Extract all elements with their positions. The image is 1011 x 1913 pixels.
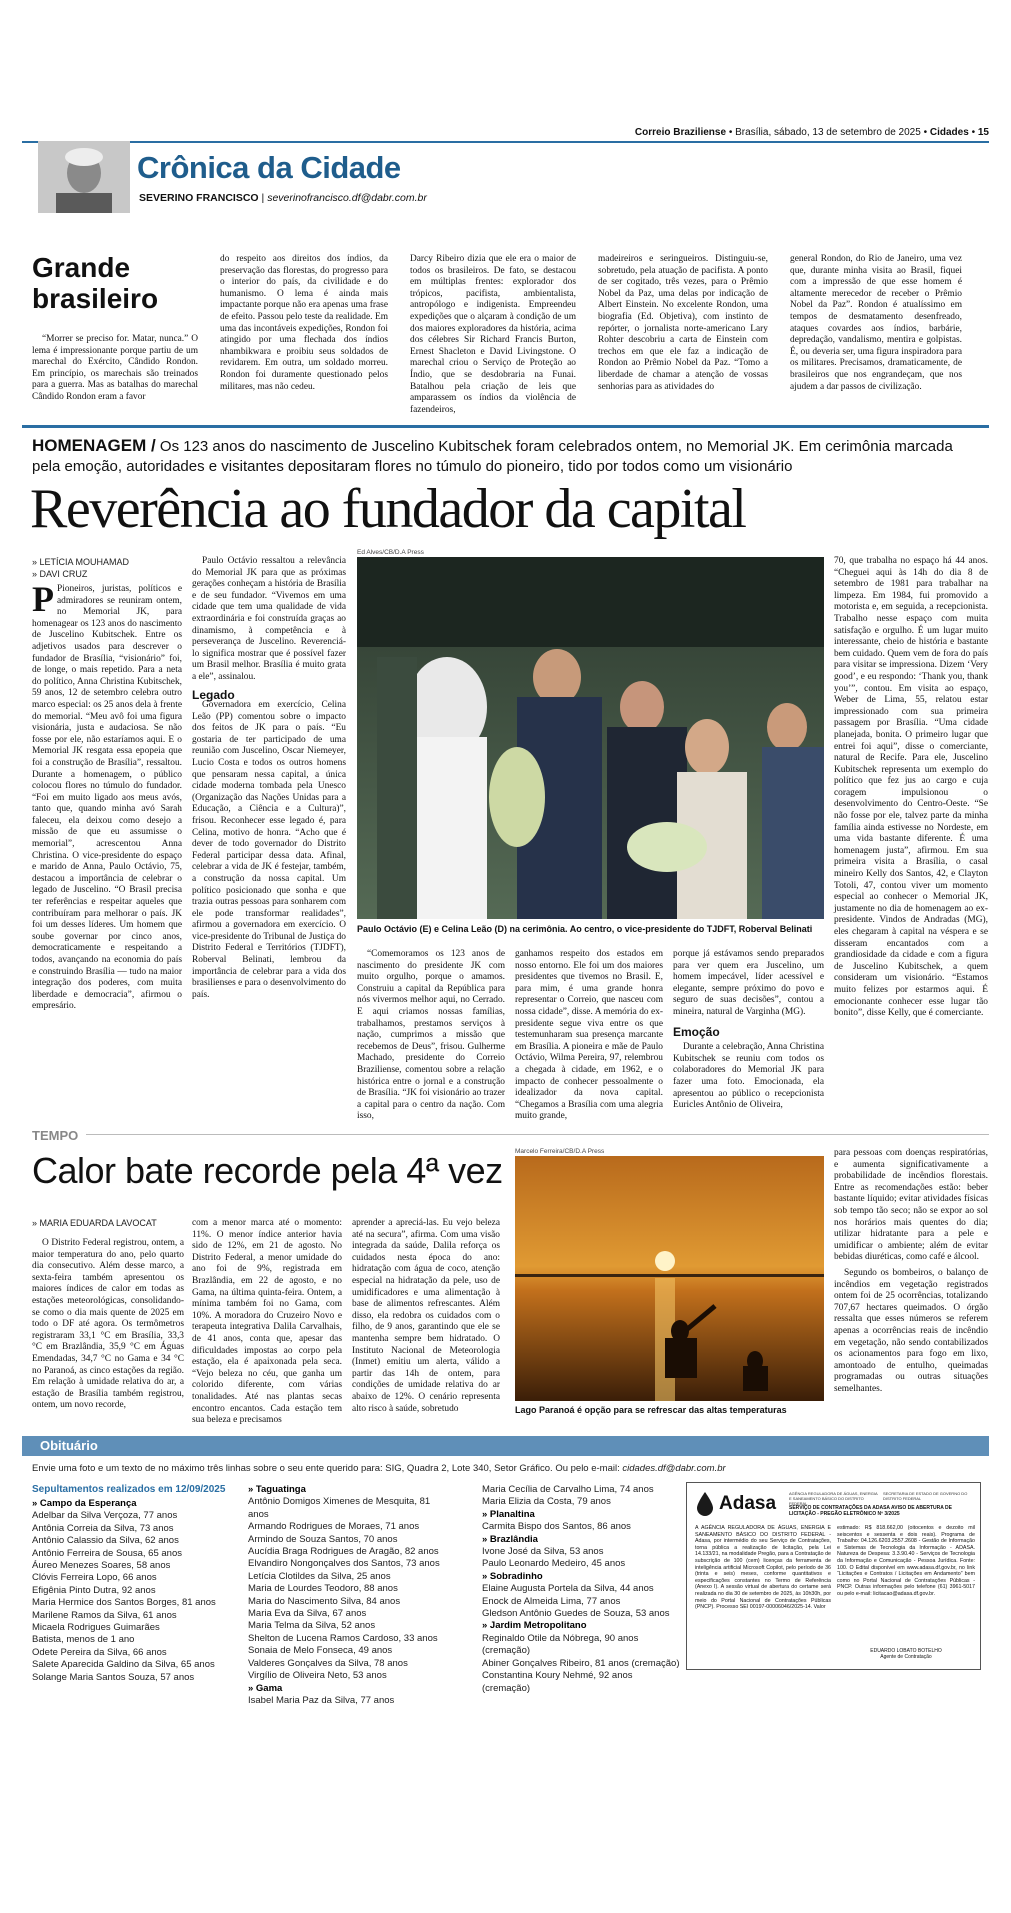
obit-column-3 <box>482 1484 682 1695</box>
obit-column-2 <box>248 1484 448 1707</box>
obit-entry: Marilene Ramos da Silva, 61 anos <box>32 1609 177 1621</box>
adasa-notice <box>686 1482 981 1670</box>
obit-entry: Clóvis Ferreira Lopo, 66 anos <box>32 1572 157 1584</box>
cronica-col-1: “Morrer se preciso for. Matar, nunca.” O lema é impressionante porque partiu de um marechal do Exército, Cândido Rondon. Em princípio, os marechais são treinados para a guerra. Mas as batalhas do marechal Cândido Rondon eram a favor <box>32 334 198 402</box>
homenagem-col-2a: Paulo Octávio ressaltou a relevância do Memorial JK para que as próximas gerações conheçam a história de Brasília e de seu fundador. “Vivemos em uma cidade que tem uma qualidade de vida extraordinária e foi construída graças ao dinamismo, à competência e à perseverança de Juscelino. Reverenciá-lo significa mostrar que é possível fazer um Brasil melhor. Brasília é muito grata a ele”, assinalou. Legado <box>192 556 346 702</box>
obit-entry: Carmita Bispo dos Santos, 86 anos <box>482 1521 631 1533</box>
tempo-photo-credit: Marcelo Ferreira/CB/D.A Press <box>515 1148 605 1155</box>
obit-location: » Campo da Esperança <box>32 1498 137 1509</box>
homenagem-photo-caption: Paulo Octávio (E) e Celina Leão (D) na cerimônia. Ao centro, o vice-presidente do TJDFT, Roberval Belinati <box>357 924 813 934</box>
tempo-section-label: TEMPO <box>32 1128 79 1143</box>
obit-entry: Sonaia de Melo Fonseca, 49 anos <box>248 1645 393 1657</box>
subhead-legado: Legado <box>192 687 235 702</box>
obit-entry: Solange Maria Santos Souza, 57 anos <box>32 1671 195 1683</box>
subhead-emocao: Emoção <box>673 1024 720 1039</box>
obit-entry: Ivone José da Silva, 53 anos <box>482 1546 604 1558</box>
obit-location: » Planaltina <box>482 1508 535 1520</box>
adasa-body-right: estimado: R$ 818.662,00 (oitocentos e dezoito mil seiscentos e sessenta e dois reais). Programa de Trabalho: 04.126.6203.2557.2608 - Gestão de Informação e Sistemas de Tecnologia da Informação - ADASA. Natureza de Despesa: 3.3.90.40 - Serviços de Tecnologia da Informação e Comunicação - Pessoa Jurídica. Fonte: 100. O Edital disponível em www.adasa.df.gov.br, no link “Licitações e Contratos / Licitações em Andamento” bem como no Portal Nacional de Contratações Públicas - PNCP. Outras informações pelo telefone (61) 3961-5017 ou pelo e-mail: licitacao@adasa.df.gov.br. <box>837 1525 975 1597</box>
cronica-separator <box>22 425 989 428</box>
obit-location: » Taguatinga <box>248 1484 306 1495</box>
obit-entry: Maria Cecília de Carvalho Lima, 74 anos <box>482 1484 654 1495</box>
obit-entry: Antônio Domigos Ximenes de Mesquita, 81 anos <box>248 1496 431 1520</box>
homenagem-col-6: 70, que trabalha no espaço há 44 anos. “Cheguei aqui às 14h do dia 8 de setembro de 1981 para trabalhar na limpeza. Em 1984, fui promovido a motorista e, em seguida, a recepcionista. Trabalho nesse espaço com muita satisfação e orgulho. É um lugar muito interessante, cheio de história e bastante bem cuidado. Quem vem de fora do país para visitar se impressiona. Dizem ‘Very good’, e eu respondo: ‘Thank you, thank you’”, contou. Em visita ao espaço, Weber de Lima, 55, relatou estar impressionado com sua primeira passagem por Brasília. “Uma cidade planejada, bonita. O primeiro lugar que entrei foi aqui”, disse o comerciante, natural de Recife. Para ele, Juscelino Kubitschek representa um exemplo do político que fez jus ao cargo e cuja coragem impulsionou o desenvolvimento do Centro-Oeste. “Se não fosse por ele, talvez parte da minha família ainda estivesse no Nordeste, em uma vida bastante diferente. É uma homenagem justa”, afirmou. Em sua primeira visita a Brasília, o casal mineiro Kelly dos Santos, 42, e Clayton Totoli, 47, contou viver um momento especial ao conhecer o Memorial JK, justamente no dia de homenagem ao ex-presidente. Vindos de Andradas (MG), eles chegaram à capital na véspera e se disseram encantados com a grandiosidade da cidade e com a figura de Juscelino Kubitschek, a quem consideram um visionário. “Estamos muito felizes por estarmos aqui. É emocionante conhecer esse lugar tão bonito”, disse Kelly, que é comerciante. <box>834 556 988 1019</box>
obit-entry: Salete Aparecida Galdino da Silva, 65 anos <box>32 1659 215 1671</box>
obit-column-1 <box>32 1498 227 1684</box>
homenagem-deck <box>32 436 967 477</box>
homenagem-photo-credit: Ed Alves/CB/D.A Press <box>357 549 424 556</box>
obit-entry: Batista, menos de 1 ano <box>32 1634 135 1646</box>
obit-entry: Efigênia Pinto Dutra, 92 anos <box>32 1584 156 1596</box>
obit-entry: Maria Eva da Silva, 67 anos <box>248 1608 367 1620</box>
adasa-signature: EDUARDO LOBATO BOTELHO Agente de Contratação <box>870 1648 942 1660</box>
homenagem-col-1: P Pioneiros, juristas, políticos e admiradores se reuniram ontem, no Memorial JK, para homenagear os 123 anos do nascimento de Juscelino Kubitschek. Entre os adjetivos usados para descrever o fundador de Brasília, “visionário” foi, de longe, o mais repetido. Para a neta do político, Anna Christina Kubitschek, 59 anos, 12 de setembro celebra outro marco especial: os 25 anos dela à frente do memorial. “Meu avô foi uma figura visionária, justa e audaciosa. Se não fosse por ele, não estaríamos aqui. E o Memorial JK resgata essa epopeia que foi a construção de Brasília”, ressaltou. Durante a homenagem, o público colocou flores no túmulo do fundador. “Foi em muito ligado aos meus avós, tanto que, quando minha avó Sarah faleceu, ela deixou como desejo a missão de que eu assumisse o memorial”, acrescentou Anna Christina. O vice-presidente do espaço e marido de Anna, Paulo Octávio, 75, destacou a importância de celebrar o legado de Juscelino. “O Brasil precisa ter referências e respeitar aqueles que contribuíram para melhorar o país. JK foi um desses líderes. Um homem que soube governar por cinco anos, democraticamente e respeitando a todos, avançando na economia do país e construindo Brasília — tudo na maior integração dos poderes, com muita liberdade e democracia”, afirmou o empresário. <box>32 579 182 1012</box>
tempo-col-2: com a menor marca até o momento: 11%. O menor índice anterior havia sido de 12%, em 21 de agosto. No Distrito Federal, a menor umidade do ano foi de 9%, registrada em Brazlândia, em 22 de agosto, e no Gama, na última quinta-feira. Ontem, a mínima também foi no Gama, com 10%. A moradora do Cruzeiro Novo e terapeuta integrativa Dalila Carvalhais, de 41 anos, conta que, apesar das dificuldades impostas ao corpo pela estação, ela é apaixonada pela seca. “Vejo beleza no céu, que ganha um colorido diferente, com várias tonalidades. Até nas plantas secas encontro encantos. Cada estação tem sua beleza e precisamos <box>192 1218 342 1426</box>
obit-entry: Armando Rodrigues de Moraes, 71 anos <box>248 1521 420 1533</box>
obituario-bar <box>22 1436 989 1456</box>
obit-entry: Maria do Nascimento Silva, 84 anos <box>248 1595 401 1607</box>
adasa-header-right: SECRETARIA DE ESTADO DE GOVERNO DO DISTRITO FEDERAL <box>883 1491 968 1501</box>
tempo-col-3: aprender a apreciá-las. Eu vejo beleza até na secura”, afirma. Com uma visão integrada da saúde, Dalila reforça os cuidados nesta época do ano: hidratação com água de coco, atenção especial na hidratação da pele, uso de umidificadores e uma alimentação à base de alimentos refrescantes. Além disso, ela redobra os cuidados com o filho, de 9 anos, garantindo que ele se mantenha sempre bem hidratado. O Instituto Nacional de Meteorologia (Inmet) emitiu um alerta, válido a partir das 14h de ontem, para condições de umidade relativa do ar abaixo de 12%. O cenário representa alto risco à saúde, sobretudo <box>352 1218 500 1414</box>
cronica-col-5: general Rondon, do Rio de Janeiro, uma vez que, durante minha visita ao Brasil, fiquei com a impressão de que esse homem é altamente merecedor de receber o Prêmio Nobel da Paz”. Rondon é atualíssimo em tempos de desmatamento desenfreado, ataques covardes aos índios, barbárie, depredação, vandalismo, mentira e golpistas. É, ou deveria ser, uma figura inspiradora para os militares. Precisamos, dramaticamente, de brasileiros que nos engrandeçam, que nos ajudem a dar passos de civilização. <box>790 254 962 392</box>
obit-entry: Micaela Rodrigues Guimarães <box>32 1622 160 1634</box>
obit-entry: Áureo Menezes Soares, 58 anos <box>32 1560 171 1572</box>
obit-entry: Adelbar da Silva Verçoza, 77 anos <box>32 1510 178 1522</box>
obit-entry: Valderes Gonçalves da Silva, 78 anos <box>248 1657 408 1669</box>
obituario-title: Obituário <box>40 1438 98 1453</box>
cronica-title: Grande brasileiro <box>32 252 159 314</box>
section-name: Cidades <box>929 127 969 138</box>
obit-entry: Isabel Maria Paz da Silva, 77 anos <box>248 1694 395 1706</box>
obituario-email[interactable]: cidades.df@dabr.com.br <box>622 1463 726 1474</box>
obit-entry: Enock de Almeida Lima, 77 anos <box>482 1595 621 1607</box>
obit-entry: Antônio Ferreira de Sousa, 65 anos <box>32 1547 182 1559</box>
obit-entry: Shelton de Lucena Ramos Cardoso, 33 anos <box>248 1632 438 1644</box>
homenagem-col-2b: Governadora em exercício, Celina Leão (PP) comentou sobre o impacto dos feitos de JK para o país. “Eu gostaria de ter participado de uma reunião com Juscelino, Oscar Niemeyer, Lucio Costa e todos os outros homens que pensaram nessa capital, a única cidade moderna tombada pela Unesco (Organização das Nações Unidas para a Educação, a Ciência e a Cultura)”, frisou. Reconhecer esse legado é, para Celina, motivo de honra. “Acho que é dever de todo governador do Distrito Federal participar dessa data. Afinal, celebrar a vida de JK é festejar, também, a construção da nossa capital. Um político posicionado que sonha e que trazia outras pessoas para sonharem com ele pode transformar realidades”, afirmou a governadora em exercício. O vice-presidente do Tribunal de Justiça do Distrito Federal e Territórios (TJDFT), Roberval Belinati, lembrou da importância de celebrar para a vida dos brasilienses e para o desenvolvimento do país. <box>192 700 346 1000</box>
obit-entry: Paulo Leonardo Medeiro, 45 anos <box>482 1558 626 1570</box>
cronica-col-3: Darcy Ribeiro dizia que ele era o maior de todos os brasileiros. De fato, se destacou em múltiplas frentes: explorador dos trópicos, pacifista, ambientalista, antropólogo e indigenista. Empreendeu expedições que o alçaram à condição de um dos maiores exploradores da história, acima dos célebres Sir Richard Francis Burton, Ernest Shacleton e David Livingstone. O marechal criou o Serviço de Proteção ao Índio, que se desdobraria na Funai. Batalhou pela criação de leis que amparassem os índios da violência de fazendeiros, <box>410 254 576 415</box>
columnist-line: SEVERINO FRANCISCO | severinofrancisco.df@dabr.com.br <box>139 192 427 204</box>
columnist-email[interactable]: severinofrancisco.df@dabr.com.br <box>267 192 427 204</box>
author-leticia: » LETÍCIA MOUHAMAD <box>32 557 130 567</box>
homenagem-byline <box>32 556 129 580</box>
tempo-byline: » MARIA EDUARDA LAVOCAT <box>32 1218 157 1228</box>
cronica-col-2: do respeito aos direitos dos índios, da preservação das florestas, do progresso para o interior do país, da civilidade e do humanismo. O lema é ainda mais impactante porque não era apenas uma frase de efeito. Passou pelo teste da realidade. Em uma das incontáveis expedições, Rondon foi atingido por uma flechada dos índios nhambikwara e proibiu seus soldados de revidarem. Em outra, um soldado morreu. Rondon foi duramente questionado pelos militares, mas não cedeu. <box>220 254 388 392</box>
homenagem-col-3: “Comemoramos os 123 anos de nascimento do presidente JK com muito orgulho, porque o amamos. Construiu a capital da República para nós vivermos melhor aqui, no Cerrado. E aqui criamos nossas famílias, trabalhamos, prestamos serviços à nação, cumprimos a missão que recebemos de Deus”, frisou. Gulherme Machado, presidente do Correio Braziliense, comentou sobre a relação histórica entre o jornal e a construção de Brasília. “JK foi visionário ao trazer a capital para o centro da nação. Com isso, <box>357 949 505 1122</box>
obit-entry: Antônia Correia da Silva, 73 anos <box>32 1522 174 1534</box>
dropcap: P <box>32 579 54 619</box>
columnist-name: SEVERINO FRANCISCO <box>139 192 259 204</box>
homenagem-col-4: ganhamos respeito dos estados em nosso entorno. Ele foi um dos maiores presidentes que tivemos no Brasil. E, para mim, é uma grande honra representar o Correio, que nasceu com nossa cidade”, disse. A memória do ex-presidente segue viva entre os que testemunharam sua presença marcante em Brasília. A pioneira e mãe de Paulo Octávio, Wilma Pereira, 97, relembrou a chegada à cidade, em 1962, e o impacto de conhecer pessoalmente o idealizador da nova capital. “Chegamos a Brasília com uma alegria muito grande, <box>515 949 663 1122</box>
homenagem-photo <box>357 557 824 919</box>
obit-entry: Gledson Antônio Guedes de Souza, 53 anos <box>482 1608 670 1620</box>
water-drop-icon <box>695 1491 715 1517</box>
obit-entry: Odete Pereira da Silva, 66 anos <box>32 1646 167 1658</box>
obit-entry: Maria Elizia da Costa, 79 anos <box>482 1496 611 1508</box>
location-date: Brasília, sábado, 13 de setembro de 2025 <box>735 127 921 138</box>
tempo-photo-caption: Lago Paranoá é opção para se refrescar das altas temperaturas <box>515 1405 787 1415</box>
page-number: 15 <box>977 127 989 138</box>
obit-entry: Virgílio de Oliveira Neto, 53 anos <box>248 1670 387 1682</box>
obit-entry: Elaine Augusta Portela da Silva, 44 anos <box>482 1583 654 1595</box>
lake-sunset-photo-icon <box>515 1156 824 1401</box>
obituario-date-heading: Sepultamentos realizados em 12/09/2025 <box>32 1484 226 1495</box>
tempo-headline: Calor bate recorde pela 4ª vez <box>32 1150 503 1191</box>
obit-location: » Sobradinho <box>482 1570 543 1582</box>
obit-entry: Letícia Clotildes da Silva, 25 anos <box>248 1570 391 1582</box>
adasa-brand: Adasa <box>719 1493 777 1514</box>
newspaper-name: Correio Braziliense <box>634 127 727 138</box>
obit-location: » Brazlândia <box>482 1533 538 1545</box>
obit-entry: Abiner Gonçalves Ribeiro, 81 anos (cremação) <box>482 1657 680 1669</box>
obit-entry: Maria Telma da Silva, 52 anos <box>248 1620 376 1632</box>
ceremony-photo-icon <box>357 557 824 919</box>
obituario-instructions: Envie uma foto e um texto de no máximo três linhas sobre o seu ente querido para: SIG, Quadra 2, Lote 340, Setor Gráfico. Ou pelo e-mail: cidades.df@dabr.com.br <box>32 1463 726 1474</box>
adasa-body-left: A AGÊNCIA REGULADORA DE ÁGUAS, ENERGIA E SANEAMENTO BÁSICO DO DISTRITO FEDERAL - Adasa, por intermédio do seu Serviço de Contratações, torna pública a realização de licitação, pela Lei 14.133/21, na modalidade Pregão, para a Contratação de subscrição de 100 (cem) licenças da ferramenta de inteligência artificial Microsoft Copilot, pelo período de 36 (trinta e seis) meses, conforme quantitativos e especificações constantes no Termo de Referência (Anexo I). A sessão virtual de abertura do certame será realizada no dia 30 de setembro de 2025, às 10h30h, por meio do Portal Nacional de Contratações Públicas (PNCP). Processo SEI 00197-00006046/2025-14. Valor <box>695 1525 831 1611</box>
obit-entry: Antônio Calassio da Silva, 62 anos <box>32 1535 179 1547</box>
obit-location: » Jardim Metropolitano <box>482 1620 587 1632</box>
obit-entry: Maria de Lourdes Teodoro, 88 anos <box>248 1583 398 1595</box>
obit-entry: Aucídia Braga Rodrigues de Aragão, 82 anos <box>248 1546 439 1558</box>
cronica-col-4: madeireiros e seringueiros. Distinguiu-se, sobretudo, pela atuação de pacifista. A ponto de ser cogitado, três vezes, para o Prêmio Nobel da Paz, uma delas por indicação de Albert Einstein. No excelente Rondon, uma biografia (Ed. Objetiva), com instinto de repórter, o jornalista norte-americano Lary Rohter descobriu a carta de Einstein com trechos em que ele faz a indicação de Rondon ao Prêmio Nobel da Paz. “Tomo a liberdade de chamar a atenção de vossas senhorias para as atividades do <box>598 254 768 392</box>
adasa-notice-title: SERVIÇO DE CONTRATAÇÕES DA ADASA AVISO DE ABERTURA DE LICITAÇÃO - PREGÃO ELETRÔNICO Nº 3/2025 <box>789 1505 952 1517</box>
tempo-rule <box>86 1134 989 1135</box>
tempo-photo <box>515 1156 824 1401</box>
obit-location: » Gama <box>248 1682 283 1694</box>
adasa-logo <box>695 1491 785 1519</box>
obit-entry: Reginaldo Otile da Nóbrega, 90 anos (cremação) <box>482 1632 639 1657</box>
columnist-portrait-icon <box>38 141 130 213</box>
tempo-col-1: O Distrito Federal registrou, ontem, a maior temperatura do ano, pelo quarto dia consecutivo. Além desse marco, a sexta-feira também apresentou os maiores índices de calor em todas as estações meteorológicas, consolidando-se como o dia mais quente de 2025 em todo o DF até agora. Os termômetros registraram 33,1 °C em Brasília, 33,3 °C em Brazlândia, 35,9 °C em Águas Emendadas, 34,7 °C no Gama e 34 °C no Paranoá, as cinco estações da região. Em relação à umidade relativa do ar, a estação de Brasília também registrou, ontem, um novo recorde, <box>32 1238 184 1411</box>
column-title: Crônica da Cidade <box>137 150 401 185</box>
page-folio: Correio Braziliense • Brasília, sábado, 13 de setembro de 2025 • Cidades • 15 <box>634 127 989 138</box>
obit-entry: Armindo de Souza Santos, 70 anos <box>248 1533 398 1545</box>
homenagem-headline: Reverência ao fundador da capital <box>30 478 746 540</box>
homenagem-deck-text: Os 123 anos do nascimento de Juscelino Kubitschek foram celebrados ontem, no Memorial JK. Em cerimônia marcada pela emoção, autoridades e visitantes depositaram flores no túmulo do pioneiro, tido por todos como um visionário <box>32 438 953 475</box>
obit-entry: Maria Hermice dos Santos Borges, 81 anos <box>32 1597 216 1609</box>
homenagem-col-5a: porque já estávamos sendo preparados para ver quem era Juscelino, um homem impecável, líder acessível e elegante, sempre próximo do povo e seguro de suas decisões”, contou a mineira, natural de Varginha (MG). Emoção Durante a celebração, Anna Christina Kubitschek se reuniu com todos os colaboradores do Memorial JK para fazer uma foto. Emocionada, ela apresentou ao público o recepcionista Euricles Antônio de Oliveira, <box>673 949 824 1111</box>
header-rule <box>22 141 989 143</box>
adasa-header-left: AGÊNCIA REGULADORA DE ÁGUAS, ENERGIA E SANEAMENTO BÁSICO DO DISTRITO FEDERAL <box>789 1491 878 1506</box>
columnist-photo <box>38 141 130 213</box>
homenagem-kicker: HOMENAGEM / <box>32 436 156 455</box>
obit-entry: Elvandiro Nongonçalves dos Santos, 73 anos <box>248 1558 440 1570</box>
obit-entry: Constantina Koury Nehmé, 92 anos (cremação) <box>482 1670 633 1694</box>
author-davi: » DAVI CRUZ <box>32 569 88 579</box>
tempo-col-4: para pessoas com doenças respiratórias, e aumenta significativamente a probabilidade de incêndios florestais. Entre as recomendações estão: beber bastante líquido; evitar atividades físicas sob tempo tão seco; não se expor ao sol nos horários mais quentes do dia; utilizar hidratante para a pele e umidificar o ambiente; além de evitar bebidas diuréticas, como café e álcool. Segundo os bombeiros, o balanço de incêndios em vegetação registrados ontem foi de 25 ocorrências, totalizando 707,67 hectares queimados. O órgão ressalta que esses números se referem apenas a ocorrências reais de incêndio em vegetação, não sendo contabilizados os acionamentos para fogo em lixo, amontoado de entulho, queimadas programadas ou outras situações semelhantes. <box>834 1148 988 1394</box>
